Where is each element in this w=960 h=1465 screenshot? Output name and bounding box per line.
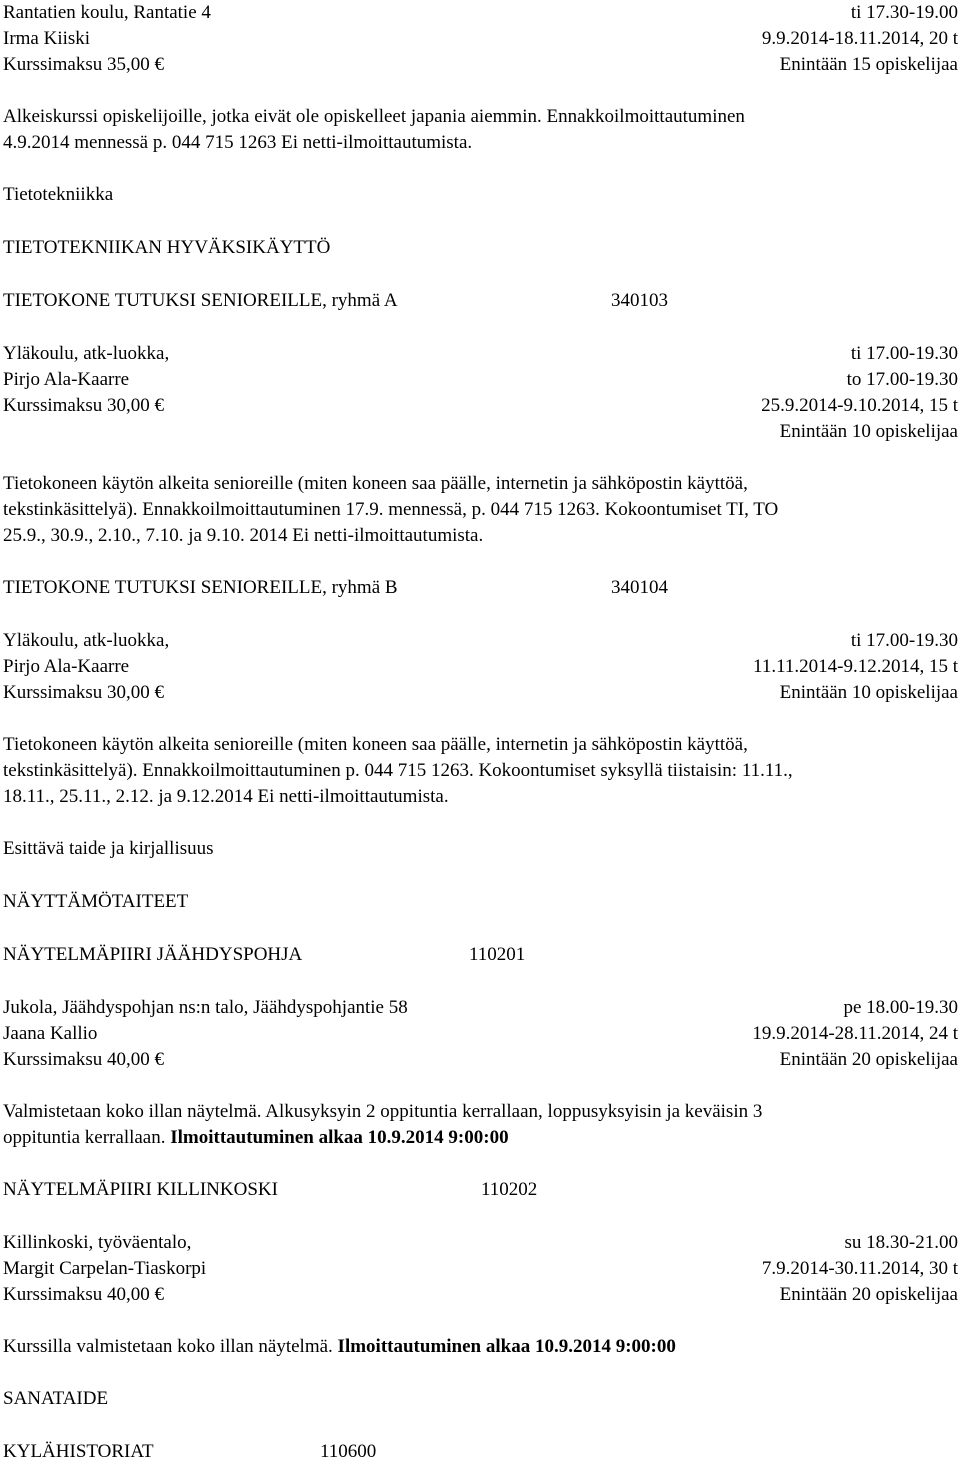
course-max-students: Enintään 10 opiskelijaa bbox=[779, 421, 958, 442]
course-block-computer-a bbox=[3, 288, 958, 549]
course-catalog-page bbox=[3, 0, 958, 1465]
description-line bbox=[3, 1334, 958, 1360]
course-info-row bbox=[3, 0, 958, 26]
course-info-row bbox=[3, 26, 958, 52]
section-category: Tietotekniikka bbox=[3, 184, 114, 205]
course-fee: Kurssimaksu 30,00 € bbox=[3, 682, 164, 703]
course-time: ti 17.00-19.30 bbox=[850, 343, 958, 364]
course-description bbox=[3, 1099, 958, 1151]
section-subcategory: NÄYTTÄMÖTAITEET bbox=[3, 891, 189, 912]
description-text: Kurssilla valmistetaan koko illan näytelmä. bbox=[3, 1336, 338, 1357]
course-title-row bbox=[3, 1439, 958, 1465]
course-place: Killinkoski, työväentalo, bbox=[3, 1232, 192, 1253]
course-time: ti 17.30-19.00 bbox=[850, 2, 958, 23]
course-info-row bbox=[3, 680, 958, 706]
course-title: KYLÄHISTORIAT bbox=[3, 1441, 154, 1462]
course-info-row bbox=[3, 1021, 958, 1047]
course-info-row bbox=[3, 367, 958, 393]
section-subcategory: TIETOTEKNIIKAN HYVÄKSIKÄYTTÖ bbox=[3, 237, 331, 258]
course-teacher: Pirjo Ala-Kaarre bbox=[3, 369, 130, 390]
description-line: tekstinkäsittelyä). Ennakkoilmoittautuminen 17.9. mennessä, p. 044 715 1263. Kokoontumiset TI, TO bbox=[3, 499, 779, 520]
course-place: Jukola, Jäähdyspohjan ns:n talo, Jäähdyspohjantie 58 bbox=[3, 997, 408, 1018]
description-line: tekstinkäsittelyä). Ennakkoilmoittautuminen p. 044 715 1263. Kokoontumiset syksyllä tiistaisin: 11.11., bbox=[3, 760, 793, 781]
course-teacher: Irma Kiiski bbox=[3, 28, 91, 49]
course-block-japanese bbox=[3, 0, 958, 156]
course-time: to 17.00-19.30 bbox=[846, 369, 958, 390]
course-dates: 19.9.2014-28.11.2014, 24 t bbox=[752, 1023, 958, 1044]
course-fee: Kurssimaksu 35,00 € bbox=[3, 54, 164, 75]
description-line: Valmistetaan koko illan näytelmä. Alkusyksyin 2 oppituntia kerrallaan, loppusyksyisin ja keväisin 3 bbox=[3, 1101, 763, 1122]
registration-notice: Ilmoittautuminen alkaa 10.9.2014 9:00:00 bbox=[337, 1336, 676, 1357]
course-title-row bbox=[3, 288, 958, 314]
course-block-theatre-jaahdyspohja bbox=[3, 942, 958, 1151]
course-dates: 25.9.2014-9.10.2014, 15 t bbox=[761, 395, 958, 416]
description-line: Tietokoneen käytön alkeita senioreille (miten koneen saa päälle, internetin ja sähköpostin käyttöä, bbox=[3, 734, 748, 755]
section-category: Esittävä taide ja kirjallisuus bbox=[3, 838, 214, 859]
course-dates: 7.9.2014-30.11.2014, 30 t bbox=[761, 1258, 958, 1279]
course-max-students: Enintään 20 opiskelijaa bbox=[779, 1284, 958, 1305]
course-fee: Kurssimaksu 40,00 € bbox=[3, 1284, 164, 1305]
course-dates: 11.11.2014-9.12.2014, 15 t bbox=[753, 656, 958, 677]
description-text: oppituntia kerrallaan. bbox=[3, 1127, 171, 1148]
course-title-row bbox=[3, 575, 958, 601]
description-line: 25.9., 30.9., 2.10., 7.10. ja 9.10. 2014 Ei netti-ilmoittautumista. bbox=[3, 525, 484, 546]
course-teacher: Jaana Kallio bbox=[3, 1023, 98, 1044]
course-description bbox=[3, 732, 958, 810]
course-time: pe 18.00-19.30 bbox=[843, 997, 958, 1018]
course-title: TIETOKONE TUTUKSI SENIOREILLE, ryhmä A bbox=[3, 290, 398, 311]
course-title: NÄYTELMÄPIIRI JÄÄHDYSPOHJA bbox=[3, 944, 303, 965]
course-code: 110202 bbox=[481, 1179, 538, 1200]
course-time: ti 17.00-19.30 bbox=[850, 630, 958, 651]
course-fee: Kurssimaksu 40,00 € bbox=[3, 1049, 164, 1070]
course-description bbox=[3, 104, 958, 156]
course-title: TIETOKONE TUTUKSI SENIOREILLE, ryhmä B bbox=[3, 577, 398, 598]
course-place: Yläkoulu, atk-luokka, bbox=[3, 343, 170, 364]
course-fee: Kurssimaksu 30,00 € bbox=[3, 395, 164, 416]
course-info-row bbox=[3, 1256, 958, 1282]
course-max-students: Enintään 15 opiskelijaa bbox=[779, 54, 958, 75]
course-info-row bbox=[3, 995, 958, 1021]
course-info-row bbox=[3, 393, 958, 419]
course-title-row bbox=[3, 1177, 958, 1203]
registration-notice: Ilmoittautuminen alkaa 10.9.2014 9:00:00 bbox=[170, 1127, 509, 1148]
course-code: 110600 bbox=[320, 1441, 377, 1462]
course-teacher: Pirjo Ala-Kaarre bbox=[3, 656, 130, 677]
description-line: 4.9.2014 mennessä p. 044 715 1263 Ei netti-ilmoittautumista. bbox=[3, 132, 473, 153]
course-description bbox=[3, 471, 958, 549]
course-info-row bbox=[3, 341, 958, 367]
course-block-computer-b bbox=[3, 575, 958, 810]
description-line: 18.11., 25.11., 2.12. ja 9.12.2014 Ei netti-ilmoittautumista. bbox=[3, 786, 449, 807]
course-info-row bbox=[3, 628, 958, 654]
description-line: Alkeiskurssi opiskelijoille, jotka eivät ole opiskelleet japania aiemmin. Ennakkoilmoittautuminen bbox=[3, 106, 745, 127]
course-info-row bbox=[3, 654, 958, 680]
course-place: Rantatien koulu, Rantatie 4 bbox=[3, 2, 211, 23]
course-info-row bbox=[3, 1282, 958, 1308]
section-category: SANATAIDE bbox=[3, 1388, 109, 1409]
course-place: Yläkoulu, atk-luokka, bbox=[3, 630, 170, 651]
course-description bbox=[3, 1334, 958, 1360]
description-line bbox=[3, 1125, 958, 1151]
course-code: 340104 bbox=[611, 577, 668, 598]
course-max-students: Enintään 10 opiskelijaa bbox=[779, 682, 958, 703]
course-code: 340103 bbox=[611, 290, 668, 311]
course-time: su 18.30-21.00 bbox=[844, 1232, 958, 1253]
course-title: NÄYTELMÄPIIRI KILLINKOSKI bbox=[3, 1179, 278, 1200]
course-block-theatre-killinkoski bbox=[3, 1177, 958, 1360]
course-teacher: Margit Carpelan-Tiaskorpi bbox=[3, 1258, 207, 1279]
course-info-row bbox=[3, 1047, 958, 1073]
course-code: 110201 bbox=[469, 944, 526, 965]
course-max-students: Enintään 20 opiskelijaa bbox=[779, 1049, 958, 1070]
course-info-row bbox=[3, 52, 958, 78]
course-info-row bbox=[3, 1230, 958, 1256]
course-title-row bbox=[3, 942, 958, 968]
course-info-row bbox=[3, 419, 958, 445]
course-dates: 9.9.2014-18.11.2014, 20 t bbox=[761, 28, 958, 49]
description-line: Tietokoneen käytön alkeita senioreille (miten koneen saa päälle, internetin ja sähköpostin käyttöä, bbox=[3, 473, 748, 494]
